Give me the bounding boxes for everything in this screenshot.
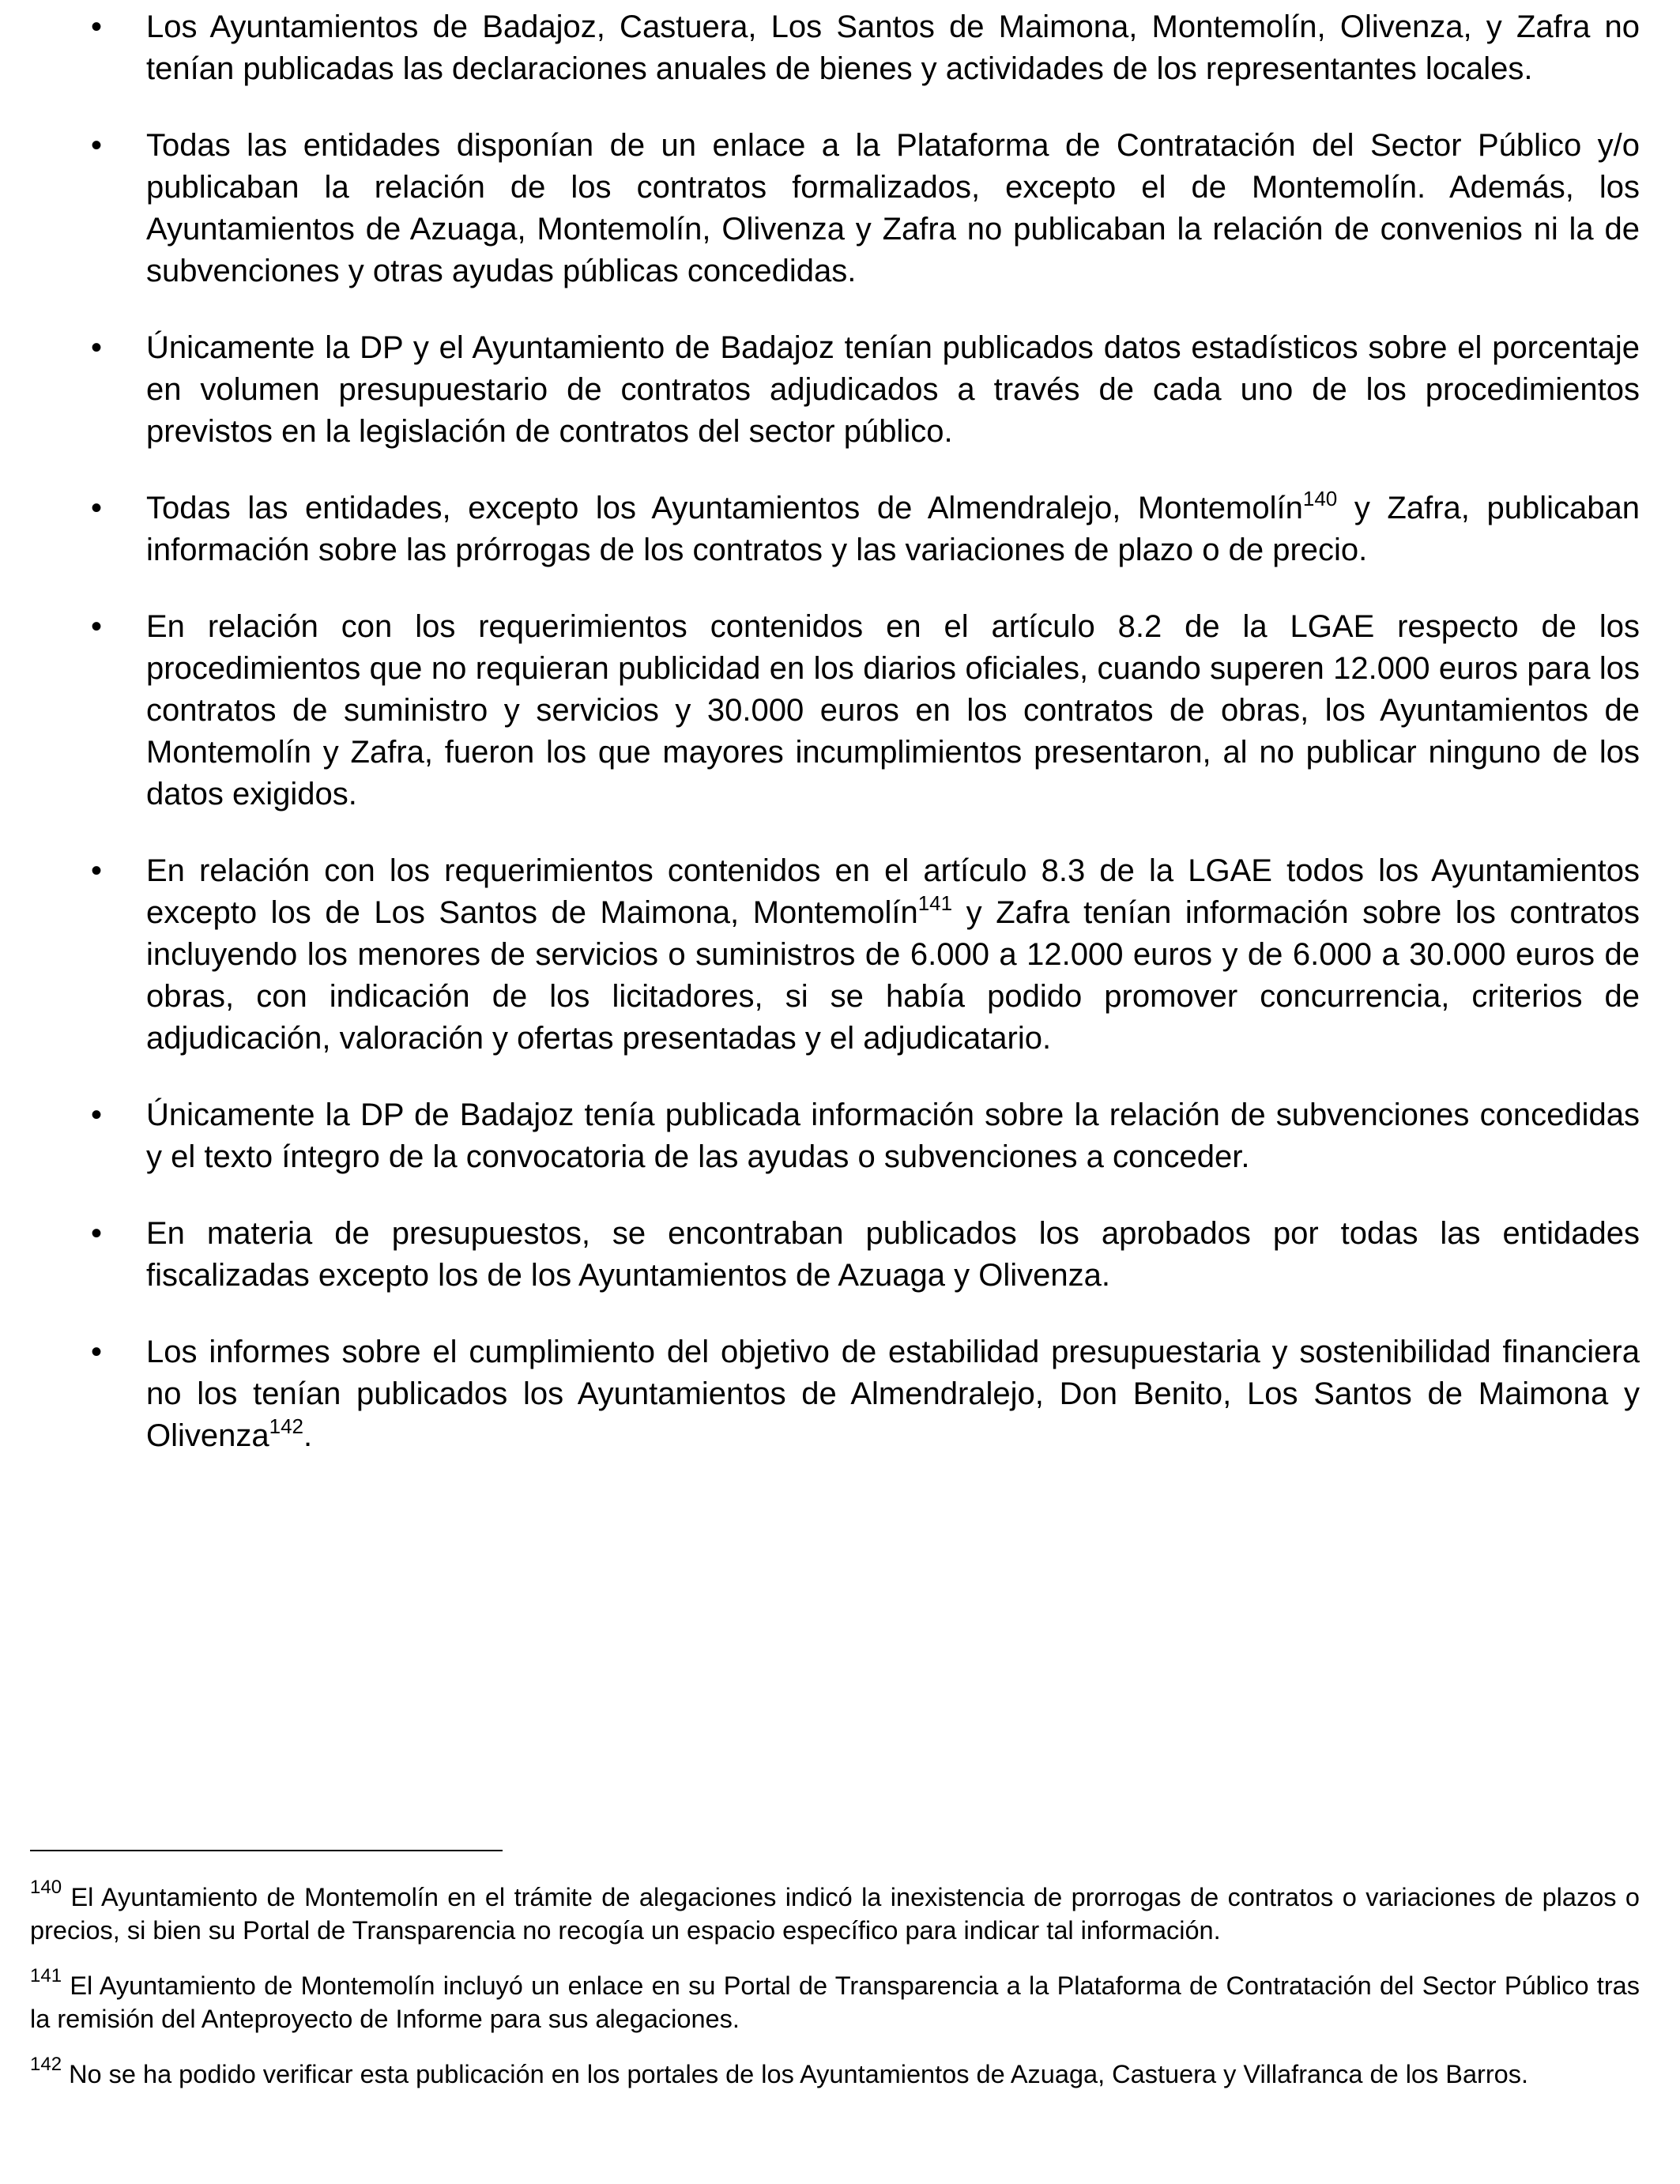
footnote-number: 142 [30,2054,62,2076]
footnotes [30,1877,1640,2113]
list-item-text-continued: . [303,1418,313,1453]
list-item [91,850,1640,1060]
list-item [91,125,1640,292]
list-item [91,606,1640,815]
bullet-icon: • [91,491,103,525]
footnote-text: El Ayuntamiento de Montemolín en el trámite de alegaciones indicó la inexistencia de prorrogas de contratos o variaciones de plazos o precios, si bien su Portal de Transparencia no recogía un espacio específico para indicar tal información. [30,1883,1640,1945]
bullet-icon: • [91,9,103,44]
bullet-icon: • [91,128,103,163]
list-item-text-continued: y Zafra tenían información sobre los contratos incluyendo los menores de servicios o suministros de 6.000 a 12.000 euros y de 6.000 a 30.000 euros de obras, con indicación de los licitadores, si se había podido promover concurrencia, criterios de adjudicación, valoración y ofertas presentadas y el adjudicatario. [146,895,1640,1056]
list-item [91,327,1640,453]
footnote-140 [30,1877,1640,1947]
list-item-text: Todas las entidades disponían de un enlace a la Plataforma de Contratación del Sector Público y/o publicaban la relación de los contratos formalizados, excepto el de Montemolín. Además, los Ayuntamientos de Azuaga, Montemolín, Olivenza y Zafra no publicaban la relación de convenios ni la de subvenciones y otras ayudas públicas concedidas. [146,128,1640,288]
list-item [91,1213,1640,1297]
list-item-text: En relación con los requerimientos contenidos en el artículo 8.2 de la LGAE respecto de los procedimientos que no requieran publicidad en los diarios oficiales, cuando superen 12.000 euros para los contratos de suministro y servicios y 30.000 euros en los contratos de obras, los Ayuntamientos de Montemolín y Zafra, fueron los que mayores incumplimientos presentaron, al no publicar ninguno de los datos exigidos. [146,609,1640,811]
list-item-text: Únicamente la DP de Badajoz tenía publicada información sobre la relación de subvenciones concedidas y el texto íntegro de la convocatoria de las ayudas o subvenciones a conceder. [146,1098,1640,1174]
list-item-text: En relación con los requerimientos contenidos en el artículo 8.3 de la LGAE todos los Ayuntamientos excepto los de Los Santos de Maimona, Montemolín [146,853,1640,930]
list-item-text: Los Ayuntamientos de Badajoz, Castuera, Los Santos de Maimona, Montemolín, Olivenza, y Zafra no tenían publicadas las declaraciones anuales de bienes y actividades de los representantes locales. [146,9,1640,86]
footnote-ref-140[interactable]: 140 [1302,486,1338,510]
footnote-number: 141 [30,1965,62,1987]
findings-list [91,6,1640,1492]
list-item [91,6,1640,90]
bullet-icon: • [91,1216,103,1251]
footnote-text: El Ayuntamiento de Montemolín incluyó un enlace en su Portal de Transparencia a la Plataforma de Contratación del Sector Público tras la remisión del Anteproyecto de Informe para sus alegaciones. [30,1971,1640,2033]
list-item [91,1331,1640,1457]
bullet-icon: • [91,1098,103,1132]
list-item-text: Los informes sobre el cumplimiento del objetivo de estabilidad presupuestaria y sostenibilidad financiera no los tenían publicados los Ayuntamientos de Almendralejo, Don Benito, Los Santos de Maimona y Olivenza [146,1335,1640,1453]
list-item [91,1094,1640,1178]
list-item [91,486,1640,571]
bullet-icon: • [91,1335,103,1369]
list-item-text: Únicamente la DP y el Ayuntamiento de Badajoz tenían publicados datos estadísticos sobre el porcentaje en volumen presupuestario de contratos adjudicados a través de cada uno de los procedimientos previstos en la legislación de contratos del sector público. [146,330,1640,449]
footnote-text: No se ha podido verificar esta publicación en los portales de los Ayuntamientos de Azuaga, Castuera y Villafranca de los Barros. [62,2060,1529,2088]
list-item-text-continued: y Zafra, publicaban información sobre las prórrogas de los contratos y las variaciones de plazo o de precio. [146,491,1640,567]
bullet-icon: • [91,330,103,365]
bullet-icon: • [91,853,103,888]
footnote-ref-142[interactable]: 142 [269,1414,304,1438]
footnote-141 [30,1965,1640,2035]
footnote-number: 140 [30,1877,62,1899]
footnote-ref-141[interactable]: 141 [917,891,953,915]
footnote-separator [30,1850,503,1851]
list-item-text: En materia de presupuestos, se encontraban publicados los aprobados por todas las entidades fiscalizadas excepto los de los Ayuntamientos de Azuaga y Olivenza. [146,1216,1640,1293]
list-item-text: Todas las entidades, excepto los Ayuntamientos de Almendralejo, Montemolín [146,491,1303,525]
bullet-icon: • [91,609,103,644]
footnote-142 [30,2054,1640,2091]
